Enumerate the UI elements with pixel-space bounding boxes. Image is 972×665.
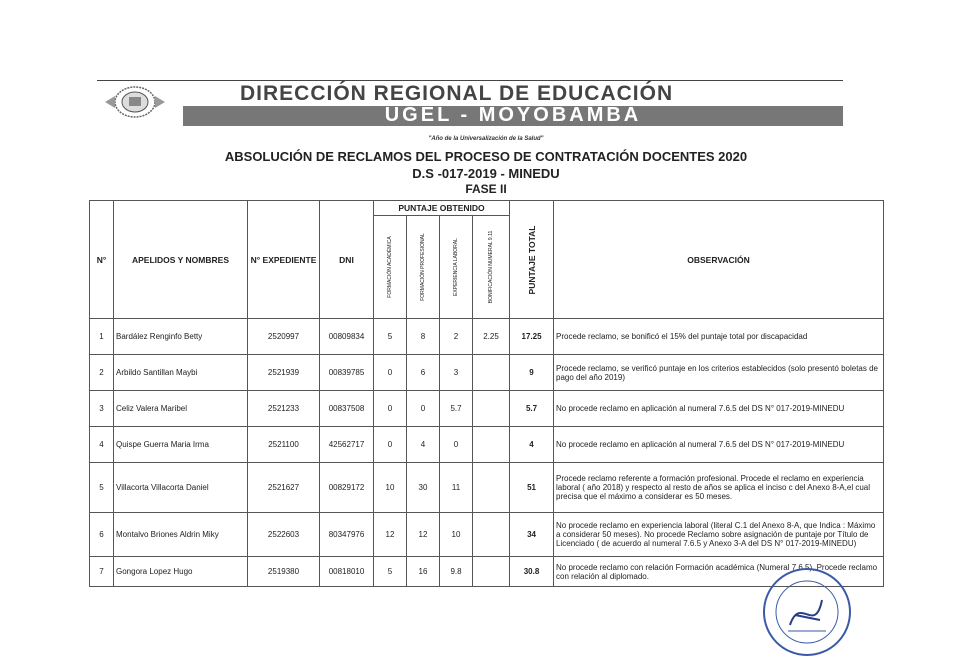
row-total: 9 bbox=[510, 355, 554, 391]
row-bonificacion: 2.25 bbox=[473, 319, 510, 355]
year-motto: "Año de la Universalización de la Salud" bbox=[428, 136, 544, 142]
row-experiencia-laboral: 2 bbox=[440, 319, 473, 355]
row-num: 2 bbox=[90, 355, 114, 391]
row-dni: 42562717 bbox=[320, 427, 374, 463]
row-bonificacion bbox=[473, 355, 510, 391]
row-observacion: Procede reclamo referente a formación profesional. Procede el reclamo en experiencia laboral ( año 2018) y respecto al resto de años se aplica el inciso c del Anexo 8-A,el cual precisa que el máximo a considerar es 50 meses. bbox=[554, 463, 884, 513]
row-experiencia-laboral: 9.8 bbox=[440, 557, 473, 587]
emblem-logo-icon bbox=[100, 84, 170, 120]
row-dni: 80347976 bbox=[320, 513, 374, 557]
row-expediente: 2521100 bbox=[248, 427, 320, 463]
row-formacion-profesional: 6 bbox=[407, 355, 440, 391]
document-subtitle: D.S -017-2019 - MINEDU bbox=[412, 166, 560, 181]
official-seal-icon bbox=[760, 565, 855, 660]
row-num: 1 bbox=[90, 319, 114, 355]
row-formacion-profesional: 12 bbox=[407, 513, 440, 557]
document-title: ABSOLUCIÓN DE RECLAMOS DEL PROCESO DE CONTRATACIÓN DOCENTES 2020 bbox=[224, 149, 748, 164]
ugel-title: UGEL - MOYOBAMBA bbox=[384, 104, 642, 126]
row-num: 7 bbox=[90, 557, 114, 587]
row-dni: 00809834 bbox=[320, 319, 374, 355]
row-formacion-academica: 0 bbox=[374, 355, 407, 391]
row-num: 4 bbox=[90, 427, 114, 463]
col-header-total bbox=[510, 201, 554, 319]
row-experiencia-laboral: 11 bbox=[440, 463, 473, 513]
row-total: 51 bbox=[510, 463, 554, 513]
row-experiencia-laboral: 0 bbox=[440, 427, 473, 463]
row-bonificacion bbox=[473, 557, 510, 587]
row-bonificacion bbox=[473, 463, 510, 513]
col-header-experiencia-laboral bbox=[440, 216, 473, 319]
table-row bbox=[90, 391, 884, 427]
table-row bbox=[90, 427, 884, 463]
row-bonificacion bbox=[473, 391, 510, 427]
col-header-observacion: OBSERVACIÓN bbox=[554, 201, 884, 319]
col-header-formacion-profesional bbox=[407, 216, 440, 319]
table-row bbox=[90, 319, 884, 355]
table-row bbox=[90, 463, 884, 513]
row-formacion-academica: 0 bbox=[374, 427, 407, 463]
row-name: Gongora Lopez Hugo bbox=[114, 557, 248, 587]
row-bonificacion bbox=[473, 513, 510, 557]
row-observacion: No procede reclamo en aplicación al numeral 7.6.5 del DS N° 017-2019-MINEDU bbox=[554, 391, 884, 427]
col-header-name: APELIDOS Y NOMBRES bbox=[114, 201, 248, 319]
row-formacion-academica: 5 bbox=[374, 319, 407, 355]
organization-title: DIRECCIÓN REGIONAL DE EDUCACIÓN bbox=[240, 82, 674, 105]
row-dni: 00839785 bbox=[320, 355, 374, 391]
row-observacion: No procede reclamo con relación Formación académica (Numeral 7.6.5), Procede reclamo con relación al diplomado. bbox=[554, 557, 884, 587]
row-total: 17.25 bbox=[510, 319, 554, 355]
row-formacion-academica: 10 bbox=[374, 463, 407, 513]
col-header-dni: DNI bbox=[320, 201, 374, 319]
row-expediente: 2519380 bbox=[248, 557, 320, 587]
row-name: Quispe Guerra Maria Irma bbox=[114, 427, 248, 463]
row-expediente: 2520997 bbox=[248, 319, 320, 355]
row-experiencia-laboral: 10 bbox=[440, 513, 473, 557]
table-row bbox=[90, 355, 884, 391]
row-experiencia-laboral: 3 bbox=[440, 355, 473, 391]
row-dni: 00818010 bbox=[320, 557, 374, 587]
row-num: 5 bbox=[90, 463, 114, 513]
row-expediente: 2521233 bbox=[248, 391, 320, 427]
row-name: Montalvo Briones Aldrin Miky bbox=[114, 513, 248, 557]
row-expediente: 2522603 bbox=[248, 513, 320, 557]
header-row-group bbox=[90, 201, 884, 216]
row-name: Bardález Renginfo Betty bbox=[114, 319, 248, 355]
row-formacion-profesional: 16 bbox=[407, 557, 440, 587]
col-header-formacion-profesional-label: FORMACIÓN PROFESIONAL bbox=[420, 233, 426, 301]
row-formacion-profesional: 8 bbox=[407, 319, 440, 355]
row-observacion: Procede reclamo, se bonificó el 15% del puntaje total por discapacidad bbox=[554, 319, 884, 355]
col-header-puntaje-group: PUNTAJE OBTENIDO bbox=[374, 201, 510, 216]
phase-label: FASE II bbox=[465, 182, 507, 196]
row-num: 3 bbox=[90, 391, 114, 427]
header-rule bbox=[97, 80, 843, 81]
col-header-expediente: N° EXPEDIENTE bbox=[248, 201, 320, 319]
row-formacion-profesional: 30 bbox=[407, 463, 440, 513]
row-observacion: No procede reclamo en aplicación al numeral 7.6.5 del DS N° 017-2019-MINEDU bbox=[554, 427, 884, 463]
row-name: Celiz Valera Maribel bbox=[114, 391, 248, 427]
row-num: 6 bbox=[90, 513, 114, 557]
row-dni: 00829172 bbox=[320, 463, 374, 513]
row-observacion: Procede reclamo, se verificó puntaje en los criterios establecidos (solo presentó boletas de pago del año 2019) bbox=[554, 355, 884, 391]
row-formacion-profesional: 0 bbox=[407, 391, 440, 427]
col-header-total-label: PUNTAJE TOTAL bbox=[526, 225, 537, 294]
row-formacion-academica: 12 bbox=[374, 513, 407, 557]
row-formacion-academica: 5 bbox=[374, 557, 407, 587]
row-observacion: No procede reclamo en experiencia laboral (literal C.1 del Anexo 8-A, que Indica : Máximo a considerar 50 meses). No procede Reclamo sobre asignación de puntaje por Título de Licenciado ( de acuerdo al numeral 7.6.5 y Anexo 3-A del DS N° 017-2019-MINEDU) bbox=[554, 513, 884, 557]
row-dni: 00837508 bbox=[320, 391, 374, 427]
row-expediente: 2521627 bbox=[248, 463, 320, 513]
table-row bbox=[90, 513, 884, 557]
row-formacion-academica: 0 bbox=[374, 391, 407, 427]
row-bonificacion bbox=[473, 427, 510, 463]
row-name: Villacorta Villacorta Daniel bbox=[114, 463, 248, 513]
col-header-formacion-academica-label: FORMACIÓN ACADÉMICA bbox=[387, 236, 393, 298]
col-header-formacion-academica bbox=[374, 216, 407, 319]
row-experiencia-laboral: 5.7 bbox=[440, 391, 473, 427]
col-header-experiencia-laboral-label: EXPERIENCIA LABORAL bbox=[453, 238, 459, 296]
row-total: 34 bbox=[510, 513, 554, 557]
row-expediente: 2521939 bbox=[248, 355, 320, 391]
row-total: 30.8 bbox=[510, 557, 554, 587]
col-header-num: N° bbox=[90, 201, 114, 319]
row-total: 4 bbox=[510, 427, 554, 463]
row-total: 5.7 bbox=[510, 391, 554, 427]
row-formacion-profesional: 4 bbox=[407, 427, 440, 463]
col-header-bonificacion bbox=[473, 216, 510, 319]
claims-table bbox=[89, 200, 884, 587]
row-name: Arbildo Santillan Maybi bbox=[114, 355, 248, 391]
col-header-bonificacion-label: BONIFICACIÓN NUMERAL 9.11 bbox=[488, 230, 495, 304]
